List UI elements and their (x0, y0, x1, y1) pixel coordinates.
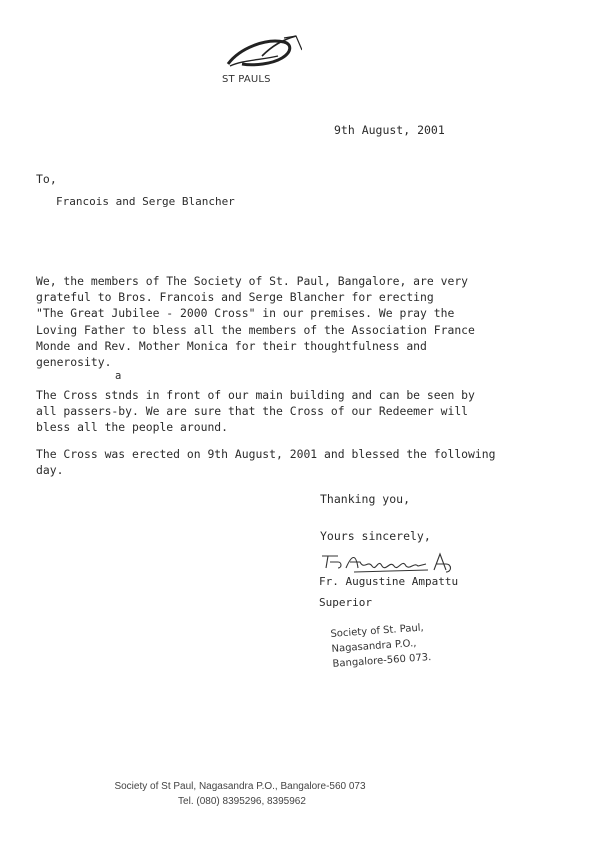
body-line: grateful to Bros. Francois and Serge Blancher for erecting (36, 290, 434, 305)
body-paragraph-2 (36, 387, 475, 436)
body-line: The Cross was erected on 9th August, 2001 and blessed the following (36, 447, 496, 461)
footer-phone: Tel. (080) 8395296, 8395962 (178, 796, 306, 807)
salutation: To, (36, 172, 57, 186)
signatory-name: Fr. Augustine Ampattu (319, 575, 459, 588)
closing-sign-off: Yours sincerely, (320, 529, 431, 543)
body-line: Loving Father to bless all the members of the Association France (36, 322, 475, 337)
letter-date: 9th August, 2001 (334, 123, 445, 137)
stamp-line: Nagasandra P.O., (331, 638, 417, 655)
handwritten-signature-icon (318, 550, 468, 576)
closing-thanks: Thanking you, (320, 492, 411, 506)
body-line: all passers-by. We are sure that the Cross of our Redeemer will (36, 404, 469, 419)
body-line: The Cross stnds in front of our main building and can be seen by (36, 388, 475, 402)
handwritten-correction: a (115, 370, 122, 382)
footer-address: Society of St Paul, Nagasandra P.O., Bangalore-560 073 (114, 781, 366, 792)
body-line: "The Great Jubilee - 2000 Cross" in our premises. We pray the (36, 306, 455, 321)
body-line: generosity. (36, 355, 112, 370)
signatory-title: Superior (319, 596, 372, 609)
recipient-name: Francois and Serge Blancher (56, 195, 235, 208)
society-stamp (330, 620, 432, 672)
letterhead (214, 34, 300, 84)
body-paragraph-3 (36, 446, 495, 478)
letterhead-name: ST PAULS (222, 74, 271, 85)
body-line: We, the members of The Society of St. Paul, Bangalore, are very (36, 274, 469, 288)
stamp-line: Society of St. Paul, (330, 622, 425, 640)
st-pauls-logo-icon (222, 34, 302, 74)
stamp-line: Bangalore-560 073. (332, 652, 432, 670)
body-line: Monde and Rev. Mother Monica for their thoughtfulness and (36, 338, 427, 353)
body-line: day. (36, 463, 64, 478)
body-paragraph-1 (36, 273, 475, 370)
body-line: bless all the people around. (36, 420, 229, 435)
